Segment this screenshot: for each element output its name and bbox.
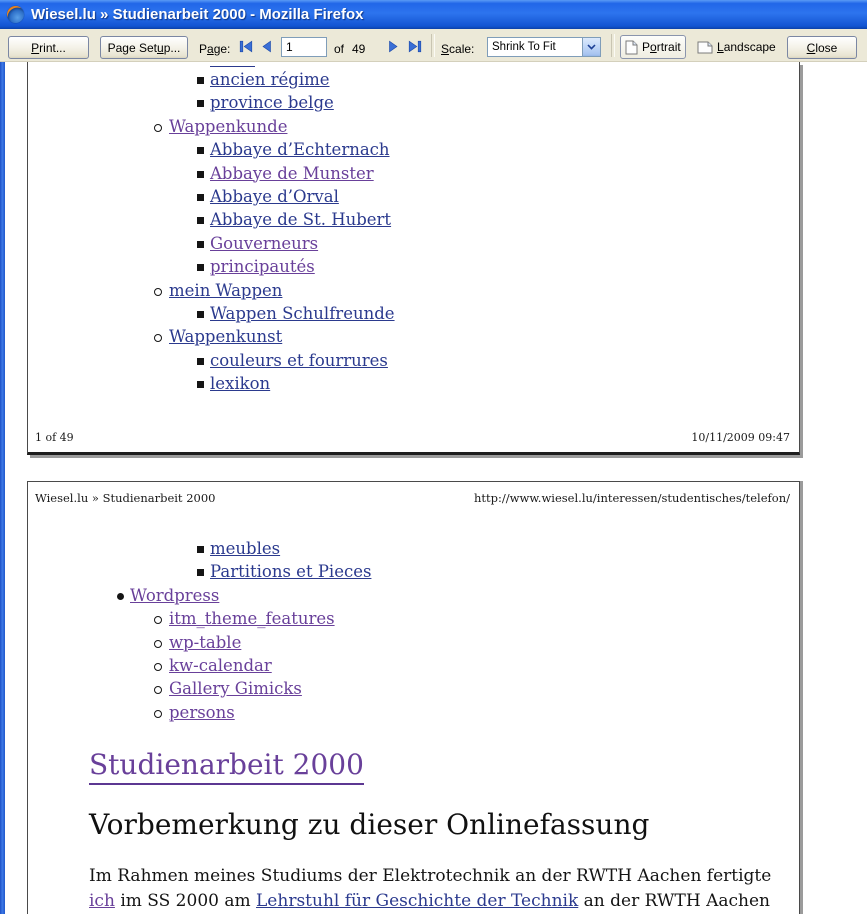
- list-item: [28, 116, 799, 139]
- preview-page-1: [27, 62, 800, 455]
- print-preview-area: [0, 62, 867, 914]
- list-item: [28, 163, 799, 186]
- article-subtitle: Vorbemerkung zu dieser Onlinefassung: [89, 808, 650, 841]
- list-item: [28, 585, 799, 608]
- preview-link: Gallery Gimicks: [169, 679, 302, 699]
- preview-link: principautés: [210, 257, 315, 277]
- page1-footer-page-count: 1 of 49: [35, 431, 74, 444]
- article-paragraph: [89, 864, 771, 913]
- page1-footer-datetime: 10/11/2009 09:47: [691, 431, 790, 444]
- list-item: [28, 538, 799, 561]
- list-item: [28, 303, 799, 326]
- window-left-border: [0, 62, 5, 914]
- dropdown-arrow-icon[interactable]: [582, 38, 600, 56]
- article-title-link: Studienarbeit 2000: [89, 748, 364, 785]
- preview-link: Abbaye de St. Hubert: [210, 210, 392, 230]
- list-item: [28, 233, 799, 256]
- preview-page-2: [27, 481, 800, 914]
- preview-link: Abbaye d’Orval: [210, 186, 339, 206]
- list-item: [28, 139, 799, 162]
- page1-link-list: [28, 69, 799, 396]
- list-item: [28, 561, 799, 584]
- page2-header-title: Wiesel.lu » Studienarbeit 2000: [35, 491, 216, 505]
- preview-link: Partitions et Pieces: [210, 562, 372, 582]
- preview-link: Abbaye de Munster: [210, 163, 374, 183]
- text-segment: Im Rahmen meines Studiums der Elektrotechnik an der RWTH Aachen fertigte: [89, 866, 772, 886]
- scale-select[interactable]: [487, 37, 601, 57]
- previous-page-button[interactable]: [257, 37, 275, 55]
- preview-link: Gouverneurs: [210, 233, 319, 253]
- last-page-icon: [407, 39, 423, 54]
- scale-label: Scale:: [441, 42, 475, 56]
- inline-link: Lehrstuhl für Geschichte der Technik: [256, 890, 579, 911]
- next-page-icon: [385, 39, 401, 54]
- preview-link: Wordpress: [130, 585, 220, 605]
- text-segment: an der RWTH Aachen: [578, 890, 770, 911]
- preview-link: wp-table: [169, 632, 242, 652]
- print-button[interactable]: P rint...: [8, 36, 89, 59]
- preview-link: itm_theme_features: [169, 609, 335, 629]
- previous-page-icon: [258, 39, 274, 54]
- page-label: Page:: [199, 42, 231, 56]
- preview-link: Abbaye d’Echternach: [210, 140, 390, 160]
- text-segment: im SS 2000 am: [114, 890, 257, 911]
- preview-link: ancien régime: [210, 70, 330, 89]
- preview-link: province belge: [210, 93, 334, 113]
- of-label: of: [334, 42, 345, 56]
- portrait-icon: [625, 40, 638, 55]
- next-page-button[interactable]: [384, 37, 402, 55]
- paragraph-line: [89, 864, 771, 889]
- firefox-icon: [7, 6, 24, 23]
- close-button[interactable]: C lose: [787, 36, 857, 59]
- print-preview-toolbar: [0, 29, 867, 62]
- list-item: [28, 326, 799, 349]
- preview-link: meubles: [210, 539, 281, 558]
- preview-link: Wappenkunde: [169, 116, 288, 136]
- list-item: [28, 702, 799, 725]
- list-item: [28, 280, 799, 303]
- preview-link: Wappen Schulfreunde: [210, 303, 395, 323]
- page-setup-button[interactable]: Page Set u p...: [100, 36, 188, 59]
- paragraph-line: [89, 889, 771, 914]
- preview-link: kw-calendar: [169, 655, 272, 675]
- toolbar-separator: [611, 34, 615, 57]
- page2-link-list: [28, 538, 799, 725]
- list-item: [28, 608, 799, 631]
- list-item: [28, 209, 799, 232]
- list-item: [28, 373, 799, 396]
- preview-link: mein Wappen: [169, 280, 283, 300]
- scale-selected-value: Shrink To Fit: [492, 41, 556, 53]
- preview-link: Wappenkunst: [169, 327, 283, 347]
- list-item: [28, 186, 799, 209]
- clipped-link-fragment: [210, 63, 255, 67]
- preview-link: lexikon: [210, 374, 271, 394]
- list-item: [28, 69, 799, 92]
- window-title: Wiesel.lu » Studienarbeit 2000 - Mozilla Firefox: [31, 6, 364, 23]
- last-page-button[interactable]: [406, 37, 424, 55]
- list-item: [28, 92, 799, 115]
- list-item: [28, 655, 799, 678]
- list-item: [28, 678, 799, 701]
- inline-link: ich: [89, 890, 115, 911]
- list-item: [28, 256, 799, 279]
- toolbar-separator: [431, 34, 435, 57]
- preview-link: couleurs et fourrures: [210, 350, 388, 370]
- first-page-button[interactable]: [237, 37, 255, 55]
- list-item: [28, 632, 799, 655]
- landscape-button[interactable]: L andscape: [693, 35, 780, 59]
- preview-link: persons: [169, 702, 235, 722]
- first-page-icon: [238, 39, 254, 54]
- page2-header-url: http://www.wiesel.lu/interessen/studentisches/telefon/: [474, 491, 790, 505]
- title-bar: [0, 0, 867, 29]
- total-pages: 49: [352, 42, 366, 56]
- landscape-icon: [697, 41, 713, 54]
- portrait-button[interactable]: P o rtrait: [620, 35, 686, 59]
- list-item: [28, 350, 799, 373]
- page-number-input[interactable]: [281, 37, 327, 57]
